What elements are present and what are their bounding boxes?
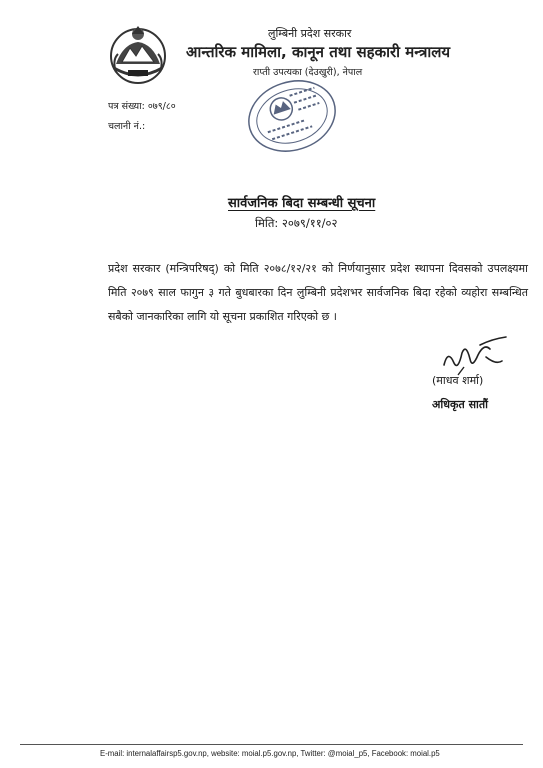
government-name: लुम्बिनी प्रदेश सरकार — [268, 27, 352, 40]
government-emblem-icon — [108, 24, 168, 86]
notice-title: सार्वजनिक बिदा सम्बन्धी सूचना — [228, 196, 376, 211]
signer-name: (माधव शर्मा) — [432, 374, 484, 387]
letter-number: पत्र संख्या: ०७९/८० — [108, 101, 176, 112]
ministry-name: आन्तरिक मामिला, कानून तथा सहकारी मन्त्रालय — [186, 43, 451, 61]
notice-date: मिति: २०७९/११/०२ — [255, 216, 338, 230]
notice-body: प्रदेश सरकार (मन्त्रिपरिषद्) को मिति २०७८/१२/२१ को निर्णयानुसार प्रदेश स्थापना दिवसको उपलक्ष्यमा मिति २०७९ साल फागुन ३ गते बुधबारका दिन लुम्बिनी प्रदेशभर सार्वजनिक बिदा रहेको व्यहोरा सम्बन्धित सबैको जानकारिका लागि यो सूचना प्रकाशित गरिएको छ । — [108, 262, 528, 323]
ministry-seal-stamp-icon — [244, 76, 340, 156]
signer-designation: अधिकृत सातौं — [432, 398, 488, 411]
footer-divider — [20, 744, 523, 745]
dispatch-number: चलानी नं.: — [108, 121, 146, 132]
handwritten-signature-icon — [440, 335, 512, 377]
ministry-address: राप्ती उपत्यका (देउखुरी), नेपाल — [253, 67, 363, 78]
footer-contact: E-mail: internalaffairsp5.gov.np, website: moial.p5.gov.np, Twitter: @moial_p5, Facebook: moial.p5 — [100, 749, 440, 758]
